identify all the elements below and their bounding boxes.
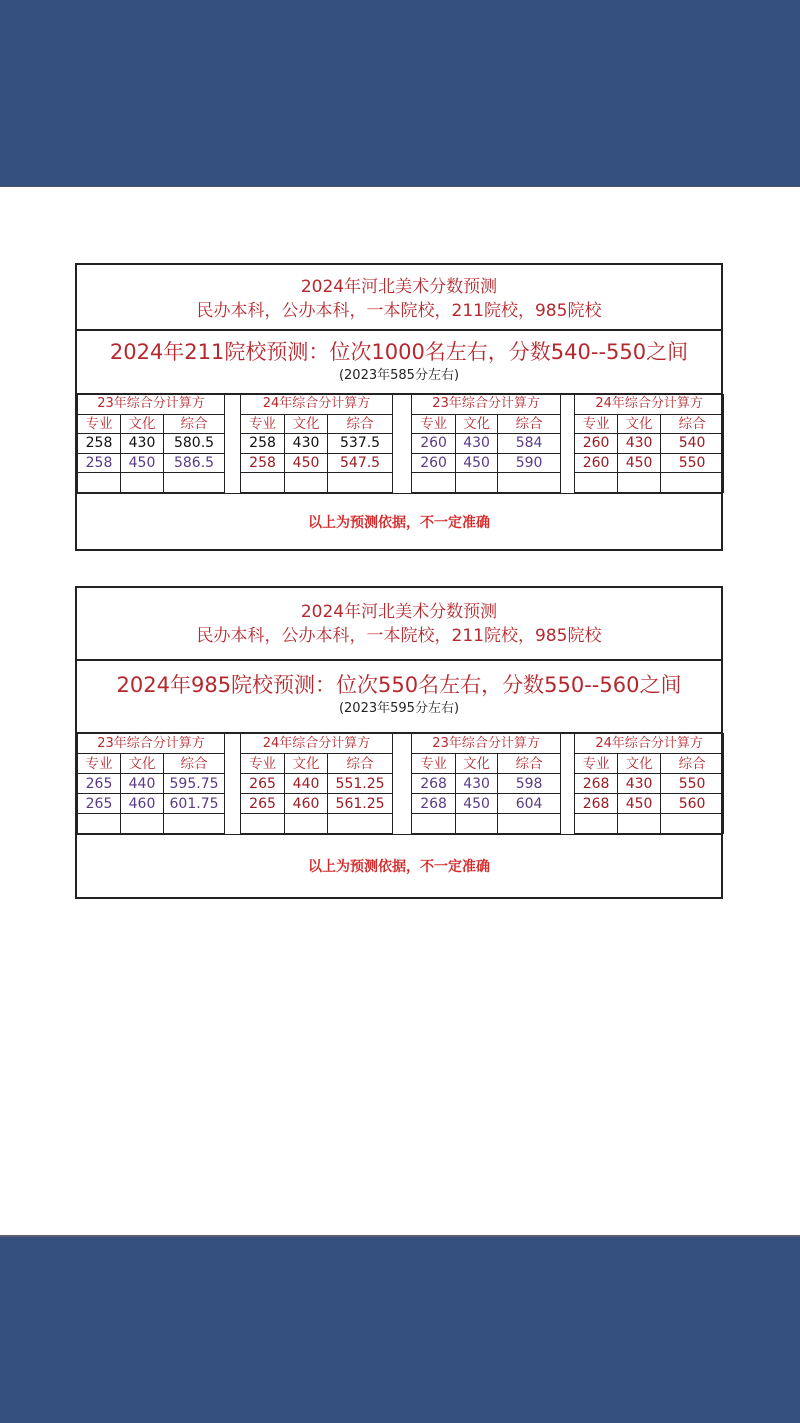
cell	[285, 473, 328, 493]
group-header-row	[78, 734, 724, 754]
spacer	[561, 414, 575, 434]
cell: 590	[498, 453, 561, 473]
cell: 430	[456, 434, 498, 454]
cell: 268	[575, 794, 618, 814]
empty-row	[78, 473, 724, 493]
cell: 260	[412, 434, 456, 454]
cell	[618, 473, 661, 493]
spacer	[393, 814, 412, 834]
cell: 584	[498, 434, 561, 454]
cell: 450	[285, 453, 328, 473]
cell	[661, 814, 724, 834]
spacer	[393, 754, 412, 774]
card-subtitle: 民办本科，公办本科，一本院校，211院校，985院校	[196, 301, 602, 321]
cell: 265	[241, 794, 285, 814]
score-table	[77, 394, 724, 493]
spacer	[393, 395, 412, 415]
spacer	[225, 814, 241, 834]
spacer	[225, 734, 241, 754]
spacer	[225, 395, 241, 415]
spacer	[225, 473, 241, 493]
prediction-headline: 2024年211院校预测：位次1000名左右，分数540--550之间	[109, 340, 689, 364]
table-row	[78, 774, 724, 794]
group-header: 24年综合分计算方	[241, 734, 393, 754]
col-header-major: 专业	[575, 414, 618, 434]
col-header-culture: 文化	[121, 754, 164, 774]
group-header-row	[78, 395, 724, 415]
cell: 537.5	[328, 434, 393, 454]
cell	[412, 814, 456, 834]
card-subtitle: 民办本科，公办本科，一本院校，211院校，985院校	[196, 626, 602, 646]
spacer	[561, 774, 575, 794]
cell: 440	[285, 774, 328, 794]
spacer	[225, 754, 241, 774]
spacer	[393, 414, 412, 434]
col-header-culture: 文化	[285, 754, 328, 774]
cell	[456, 814, 498, 834]
cell	[78, 473, 121, 493]
cell: 440	[121, 774, 164, 794]
col-header-total: 综合	[661, 754, 724, 774]
cell	[285, 814, 328, 834]
col-header-culture: 文化	[618, 414, 661, 434]
cell: 260	[575, 453, 618, 473]
spacer	[393, 434, 412, 454]
group-header: 23年综合分计算方	[78, 734, 225, 754]
spacer	[225, 434, 241, 454]
cell	[241, 814, 285, 834]
col-header-culture: 文化	[618, 754, 661, 774]
cell: 595.75	[164, 774, 225, 794]
cell: 601.75	[164, 794, 225, 814]
group-header: 24年综合分计算方	[575, 395, 724, 415]
cell	[498, 814, 561, 834]
cell: 268	[412, 794, 456, 814]
col-header-total: 综合	[498, 414, 561, 434]
cell	[164, 814, 225, 834]
cell	[412, 473, 456, 493]
empty-row	[78, 814, 724, 834]
cell: 260	[412, 453, 456, 473]
card-title: 2024年河北美术分数预测	[300, 277, 498, 297]
cell: 450	[121, 453, 164, 473]
table-row	[78, 794, 724, 814]
group-header: 23年综合分计算方	[78, 395, 225, 415]
col-header-major: 专业	[241, 754, 285, 774]
spacer	[393, 473, 412, 493]
table-row	[78, 434, 724, 454]
spacer	[225, 774, 241, 794]
card-title: 2024年河北美术分数预测	[300, 602, 498, 622]
cell	[456, 473, 498, 493]
card-title-block	[77, 265, 721, 331]
cell	[121, 473, 164, 493]
group-header: 23年综合分计算方	[412, 395, 561, 415]
group-header: 24年综合分计算方	[241, 395, 393, 415]
spacer	[225, 794, 241, 814]
cell: 561.25	[328, 794, 393, 814]
col-header-major: 专业	[78, 414, 121, 434]
col-header-total: 综合	[164, 414, 225, 434]
table-row	[78, 453, 724, 473]
col-header-major: 专业	[241, 414, 285, 434]
col-header-major: 专业	[575, 754, 618, 774]
spacer	[561, 754, 575, 774]
cell: 450	[456, 453, 498, 473]
cell: 560	[661, 794, 724, 814]
cell: 265	[241, 774, 285, 794]
cell: 460	[285, 794, 328, 814]
cell: 598	[498, 774, 561, 794]
cell: 265	[78, 774, 121, 794]
cell	[575, 473, 618, 493]
prediction-block	[77, 661, 721, 733]
cell: 430	[285, 434, 328, 454]
cell: 258	[241, 453, 285, 473]
col-header-major: 专业	[412, 414, 456, 434]
spacer	[561, 395, 575, 415]
cell	[498, 473, 561, 493]
top-banner	[0, 0, 800, 187]
prediction-note: (2023年595分左右)	[338, 701, 460, 716]
cell: 268	[412, 774, 456, 794]
cell	[328, 814, 393, 834]
spacer	[393, 774, 412, 794]
spacer	[561, 794, 575, 814]
cell: 430	[618, 434, 661, 454]
group-header: 23年综合分计算方	[412, 734, 561, 754]
prediction-block	[77, 331, 721, 394]
col-header-culture: 文化	[285, 414, 328, 434]
col-header-total: 综合	[661, 414, 724, 434]
col-header-major: 专业	[78, 754, 121, 774]
cell: 258	[78, 434, 121, 454]
cell: 258	[241, 434, 285, 454]
cell: 550	[661, 453, 724, 473]
cell: 430	[121, 434, 164, 454]
prediction-card-211	[75, 263, 723, 551]
cell: 258	[78, 453, 121, 473]
spacer	[225, 453, 241, 473]
score-table	[77, 733, 724, 834]
cell: 430	[456, 774, 498, 794]
spacer	[225, 414, 241, 434]
col-header-total: 综合	[498, 754, 561, 774]
cell	[618, 814, 661, 834]
cell	[575, 814, 618, 834]
col-header-total: 综合	[164, 754, 225, 774]
spacer	[561, 453, 575, 473]
col-header-culture: 文化	[456, 414, 498, 434]
prediction-note: (2023年585分左右)	[338, 368, 460, 383]
cell: 260	[575, 434, 618, 454]
cell: 265	[78, 794, 121, 814]
cell: 586.5	[164, 453, 225, 473]
cell	[661, 473, 724, 493]
bottom-banner	[0, 1235, 800, 1423]
cell: 268	[575, 774, 618, 794]
cell: 430	[618, 774, 661, 794]
cell	[164, 473, 225, 493]
col-header-total: 综合	[328, 414, 393, 434]
spacer	[393, 794, 412, 814]
prediction-card-985	[75, 586, 723, 899]
group-header: 24年综合分计算方	[575, 734, 724, 754]
cell: 450	[456, 794, 498, 814]
cell: 540	[661, 434, 724, 454]
cell: 551.25	[328, 774, 393, 794]
cell: 580.5	[164, 434, 225, 454]
spacer	[561, 473, 575, 493]
cell	[241, 473, 285, 493]
cell: 460	[121, 794, 164, 814]
col-header-culture: 文化	[121, 414, 164, 434]
cell: 550	[661, 774, 724, 794]
cell: 450	[618, 794, 661, 814]
col-header-major: 专业	[412, 754, 456, 774]
col-header-total: 综合	[328, 754, 393, 774]
cell	[328, 473, 393, 493]
column-header-row	[78, 414, 724, 434]
column-header-row	[78, 754, 724, 774]
cell	[121, 814, 164, 834]
cell: 547.5	[328, 453, 393, 473]
cell	[78, 814, 121, 834]
disclaimer-note: 以上为预测依据，不一定准确	[77, 834, 721, 898]
spacer	[393, 734, 412, 754]
spacer	[561, 434, 575, 454]
spacer	[561, 734, 575, 754]
cell: 450	[618, 453, 661, 473]
cell: 604	[498, 794, 561, 814]
col-header-culture: 文化	[456, 754, 498, 774]
spacer	[561, 814, 575, 834]
prediction-headline: 2024年985院校预测：位次550名左右，分数550--560之间	[116, 673, 682, 697]
disclaimer-note: 以上为预测依据，不一定准确	[77, 493, 721, 551]
spacer	[393, 453, 412, 473]
card-title-block	[77, 588, 721, 661]
